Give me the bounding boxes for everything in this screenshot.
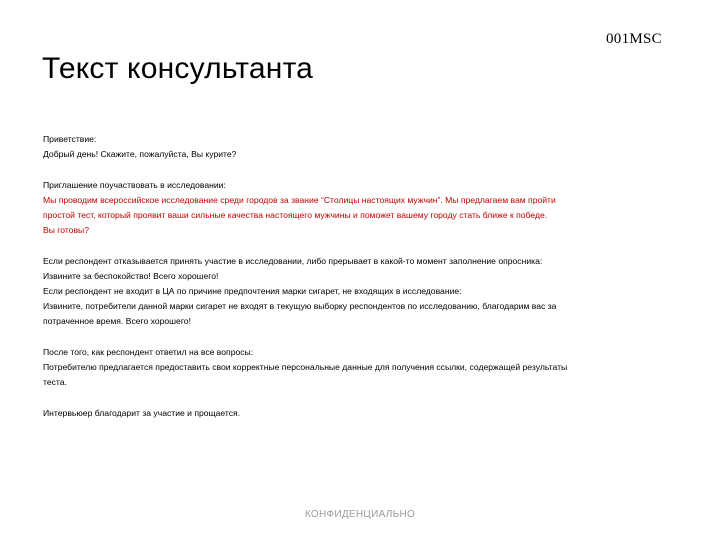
refusal-response: Извините за беспокойство! Всего хорошего! bbox=[43, 270, 219, 281]
confidential-footer: КОНФИДЕНЦИАЛЬНО bbox=[304, 509, 416, 520]
invitation-label: Приглашение поучаствовать в исследовании: bbox=[43, 179, 226, 190]
closing-text: Интервьюер благодарит за участие и прощается. bbox=[43, 407, 241, 418]
invitation-line: простой тест, который проявит ваши сильные качества настоящего мужчины и поможет вашему городу стать ближе к победе. bbox=[43, 210, 548, 220]
consultant-script bbox=[43, 132, 668, 421]
not-target-response-line: потраченное время. Всего хорошего! bbox=[43, 316, 191, 327]
completion-line: теста. bbox=[43, 377, 67, 388]
document-code: 001MSC bbox=[606, 31, 662, 47]
not-target-response-line: Извините, потребители данной марки сигарет не входят в текущую выборку респондентов по исследованию, благодарим вас за bbox=[43, 301, 557, 312]
page-title: Текст консультанта bbox=[42, 52, 314, 85]
invitation-line: Мы проводим всероссийское исследование среди городов за звание “Столицы настоящих мужчин”. Мы предлагаем вам пройти bbox=[43, 194, 556, 205]
completion-label: После того, как респондент ответил на все вопросы: bbox=[43, 346, 254, 357]
invitation-line: Вы готовы? bbox=[43, 225, 89, 236]
completion-line: Потребителю предлагается предоставить свои корректные персональные данные для получения ссылки, содержащей результаты bbox=[43, 362, 568, 372]
refusal-condition: Если респондент отказывается принять участие в исследовании, либо прерывает в какой-то момент заполнение опросника: bbox=[43, 255, 543, 266]
greeting-text: Добрый день! Скажите, пожалуйста, Вы курите? bbox=[43, 149, 237, 160]
not-target-condition: Если респондент не входит в ЦА по причине предпочтения марки сигарет, не входящих в исследование: bbox=[43, 286, 462, 296]
greeting-label: Приветствие: bbox=[43, 134, 97, 144]
